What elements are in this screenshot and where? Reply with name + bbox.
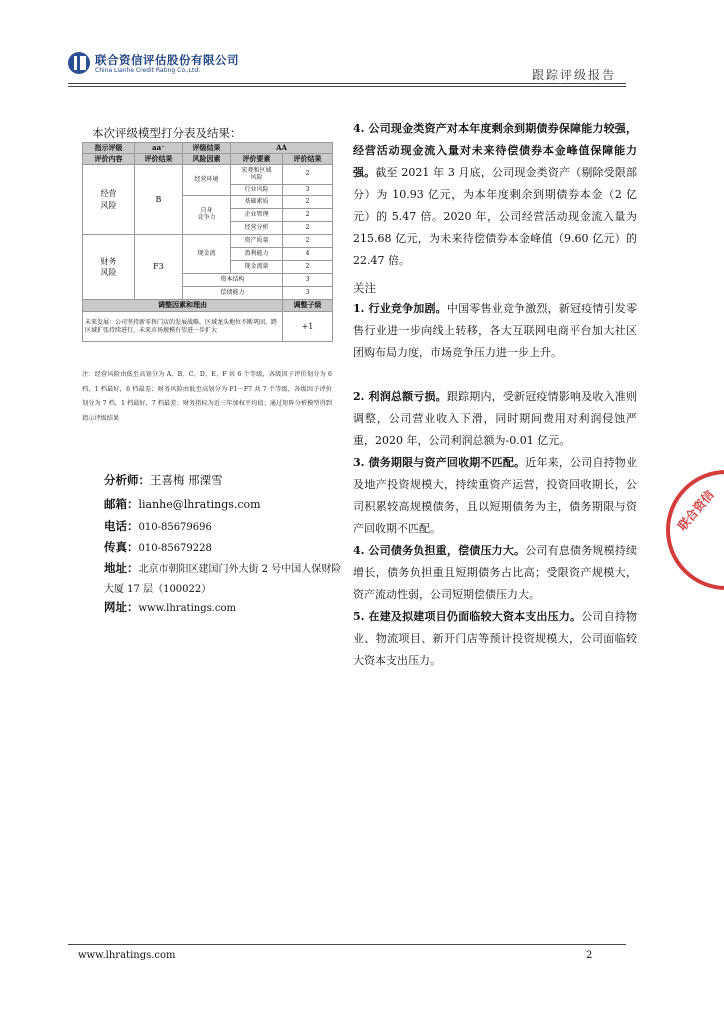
strength-paragraph-4 — [353, 118, 637, 272]
score-cell: 2 — [283, 196, 333, 209]
element-cell: 盈利能力 — [231, 248, 283, 261]
header-rule — [68, 83, 626, 84]
concern-item-1 — [353, 298, 637, 364]
score-cell: 3 — [283, 287, 333, 300]
score-cell: 4 — [283, 248, 333, 261]
concern-1-text: 中国零售业竞争激烈，新冠疫情引发零售行业进一步向线上转移，各大互联网电商平台加大社区团购布局力度，市场竞争压力进一步上升。 — [353, 302, 637, 359]
score-cell: 2 — [283, 235, 333, 248]
concern-2-text: 跟踪期内，受新冠疫情影响及收入准则调整，公司营业收入下滑，同时期间费用对利润侵蚀严重，2020 年，公司利润总额为-0.01 亿元。 — [353, 390, 637, 447]
business-result-cell: B — [135, 165, 183, 235]
table-header-cell: 评价内容 — [83, 154, 135, 165]
concern-3-title: 3. 债务期限与资产回收期不匹配。 — [353, 456, 526, 469]
website-value: www.lhratings.com — [138, 603, 237, 614]
element-cell: 偿债能力 — [183, 287, 283, 300]
table-note: 注：经营风险由低至高划分为 A、B、C、D、E、F 共 6 个等级，各级因子评价划分为 6 档，1 档最好，6 档最差；财务风险由低至高划分为 F1－F7 共 7 个等级，各级因子评价划分为 7 档，1 档最好，7 档最差；财务指标为近三年加权平均值；通过矩阵分析模型得到指示评级结果 — [82, 371, 332, 422]
adjust-header-cell: 调整因素和理由 — [83, 300, 283, 312]
financial-result-cell: F3 — [135, 235, 183, 300]
phone-value: 010-85679696 — [138, 522, 212, 533]
table-row — [83, 300, 333, 312]
table-header-cell: 评价结果 — [283, 154, 333, 165]
concern-item-2 — [353, 386, 637, 452]
company-logo-icon — [68, 52, 90, 74]
score-cell: 2 — [283, 209, 333, 222]
header-rule-thin — [68, 86, 626, 87]
concern-item-3 — [353, 452, 637, 540]
concern-5-title: 5. 在建及拟建项目仍面临较大资本支出压力。 — [353, 610, 582, 623]
concern-4-text: 公司有息债务规模持续增长，债务负担重且短期债务占比高；受限资产规模大，资产流动性弱，公司短期偿债压力大。 — [353, 544, 638, 601]
address-label: 地址： — [104, 561, 139, 575]
table-row — [83, 235, 333, 248]
fax-value: 010-85679228 — [138, 543, 212, 554]
element-cell: 基础素质 — [231, 196, 283, 209]
address-value: 北京市朝阳区建国门外大街 2 号中国人保财险大厦 17 层（100022） — [104, 564, 342, 595]
adjust-value-cell: +1 — [283, 312, 333, 342]
business-risk-cell: 经营 风险 — [83, 165, 135, 235]
score-cell: 3 — [283, 185, 333, 196]
concern-item-5 — [353, 606, 637, 672]
element-cell: 行业风险 — [231, 185, 283, 196]
table-row — [83, 165, 333, 185]
company-name-en: China Lianhe Credit Rating Co.,Ltd. — [95, 67, 201, 74]
email-label: 邮箱： — [104, 497, 139, 511]
score-cell: 3 — [283, 274, 333, 287]
table-row — [83, 312, 333, 342]
concern-item-4 — [353, 540, 637, 606]
financial-risk-cell: 财务 风险 — [83, 235, 135, 300]
element-cell: 宏观和区域 风险 — [231, 165, 283, 185]
table-cell: AA — [231, 143, 333, 154]
phone-label: 电话： — [104, 519, 139, 533]
table-cell: 指示评级 — [83, 143, 135, 154]
seal-text: 联合资信 — [675, 487, 717, 534]
concern-1-title: 1. 行业竞争加剧。 — [353, 302, 447, 315]
analyst-value: 王喜梅 邢溧雪 — [150, 473, 223, 487]
element-cell: 资产质量 — [231, 235, 283, 248]
table-header-cell: 评价要素 — [231, 154, 283, 165]
analyst-label: 分析师： — [104, 473, 150, 487]
adjust-header-cell: 调整子级 — [283, 300, 333, 312]
table-header-cell: 风险因素 — [183, 154, 231, 165]
report-type-title: 跟踪评级报告 — [532, 68, 617, 82]
concern-2-title: 2. 利润总额亏损。 — [353, 390, 447, 403]
score-cell: 2 — [283, 165, 333, 185]
company-name-cn: 联合资信评估股份有限公司 — [95, 53, 239, 67]
footer-url: www.lhratings.com — [78, 950, 176, 961]
score-cell: 2 — [283, 222, 333, 235]
rating-table-title: 本次评级模型打分表及结果： — [92, 126, 242, 140]
email-value: lianhe@lhratings.com — [138, 498, 261, 511]
env-factor-cell: 经营环境 — [183, 165, 231, 196]
concern-heading: 关注 — [353, 281, 376, 295]
email-line — [104, 496, 261, 512]
address-block — [104, 558, 346, 600]
fax-label: 传真： — [104, 540, 139, 554]
element-cell: 经营分析 — [231, 222, 283, 235]
rating-model-table — [82, 142, 333, 342]
fax-line — [104, 539, 212, 555]
concern-3-text: 近年来，公司自持物业及地产投资规模大，持续重资产运营，投资回收期长，公司积累较高规模债务，且以短期债务为主，债务期限与资产回收期不匹配。 — [353, 456, 638, 535]
cash-flow-factor-cell: 现金流 — [183, 235, 231, 274]
table-row — [83, 143, 333, 154]
strength-4-text: 截至 2021 年 3 月底，公司现金类资产（剔除受限部分）为 10.93 亿元，为本年度剩余到期债券本金（2 亿元）的 5.47 倍。2020 年，公司经营活动现金流入量为 215.68 亿元，为未来待偿债券本金峰值（9.60 亿元）的 22.47 倍。 — [353, 166, 638, 267]
concern-5-text: 公司自持物业、物流项目、新开门店等预计投资规模大，公司面临较大资本支出压力。 — [353, 610, 637, 667]
element-cell: 现金流量 — [231, 261, 283, 274]
table-header-cell: 评价结果 — [135, 154, 183, 165]
analyst-line — [104, 472, 223, 488]
table-cell: aa⁻ — [135, 143, 183, 154]
table-row — [83, 154, 333, 165]
adjust-reason-cell: 未来发展：公司坚持新零售门店的发展战略，区域龙头地位不断巩固，跨区域扩张持续进行，未来市场规模有望进一步扩大 — [83, 312, 283, 342]
element-cell: 资本结构 — [183, 274, 283, 287]
page-number: 2 — [586, 950, 593, 961]
website-line — [104, 599, 236, 615]
strength-4-title: 4. 公司现金类资产对本年度剩余到期债券保障能力较强，经营活动现金流入量对未来待偿债券本金峰值保障能力强。 — [353, 122, 637, 179]
table-cell: 评级结果 — [183, 143, 231, 154]
concern-4-title: 4. 公司债务负担重，偿债压力大。 — [353, 544, 526, 557]
phone-line — [104, 518, 212, 534]
company-seal-icon — [666, 470, 724, 590]
footer-rule — [68, 944, 626, 945]
website-label: 网址： — [104, 600, 139, 614]
score-cell: 2 — [283, 261, 333, 274]
competitiveness-factor-cell: 自身 竞争力 — [183, 196, 231, 235]
element-cell: 企业管理 — [231, 209, 283, 222]
